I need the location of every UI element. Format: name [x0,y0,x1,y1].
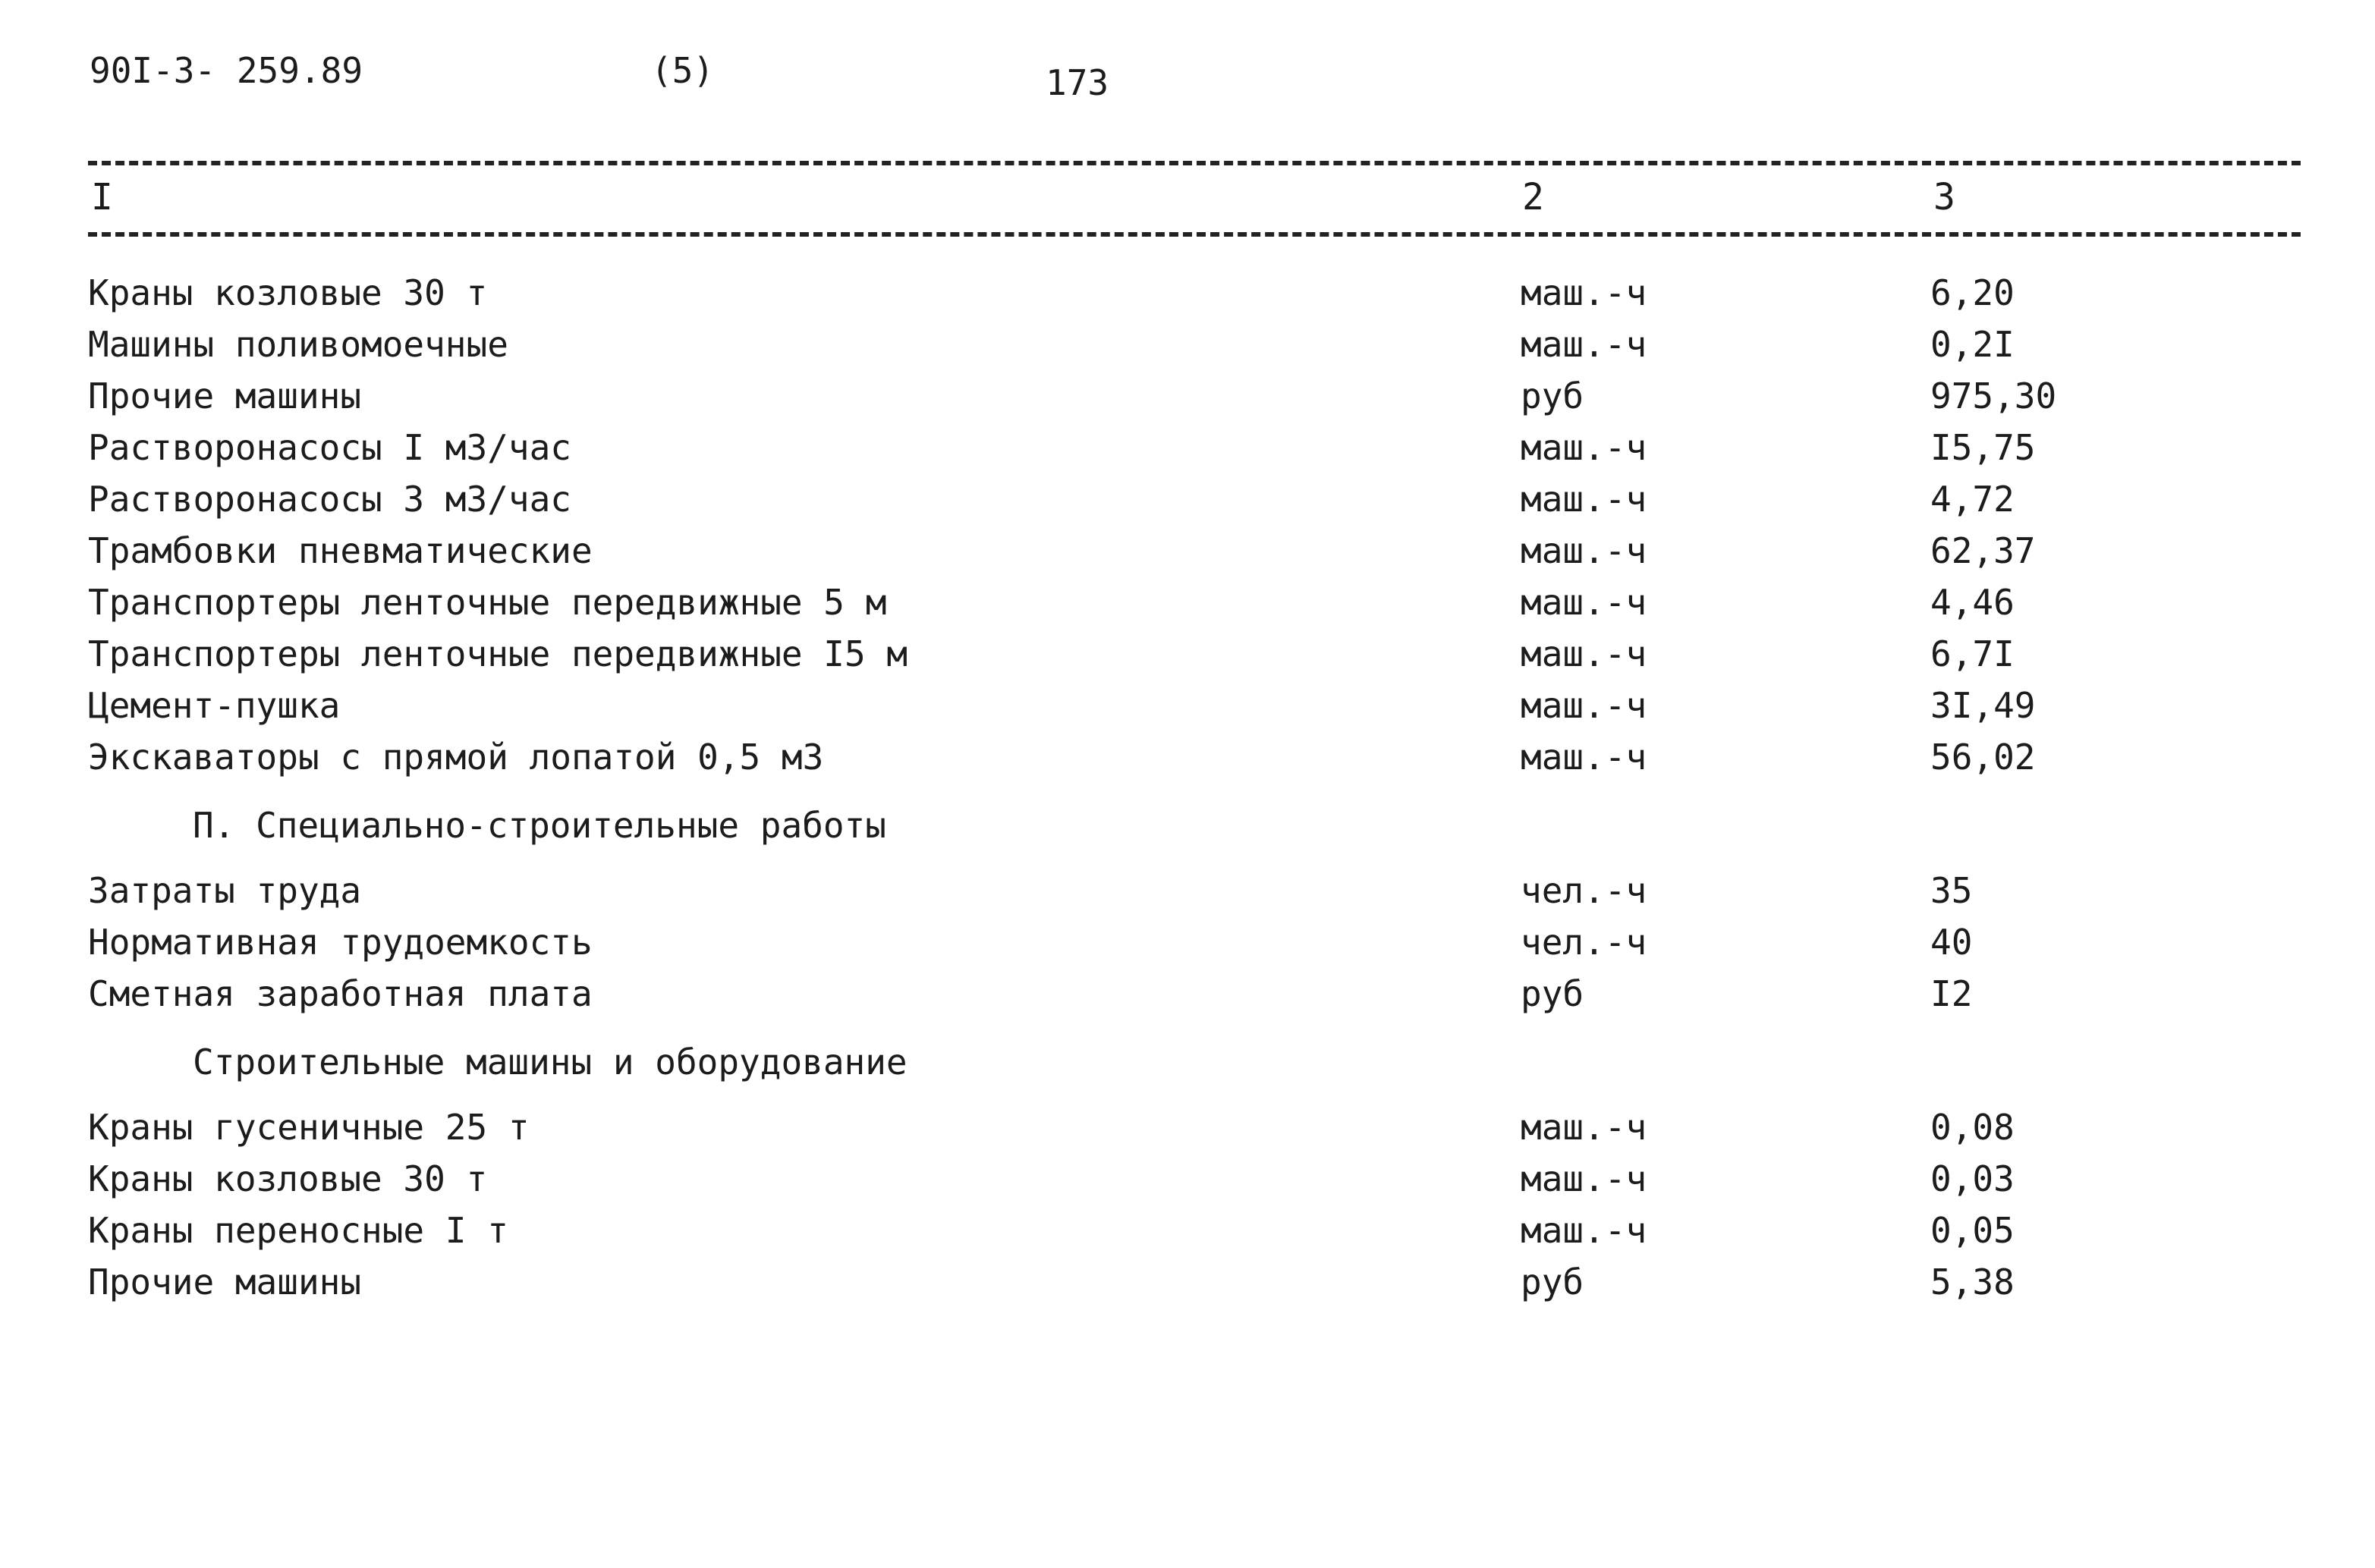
row-unit: маш.-ч [1521,1210,1647,1251]
table-row [0,1205,2375,1256]
document-header [0,50,2375,111]
subsection-title [0,1020,2375,1101]
row-unit: маш.-ч [1521,530,1647,571]
row-value: 0,03 [1930,1158,2015,1199]
table-row [0,370,2375,422]
row-name: Прочие машины [88,1262,362,1302]
row-unit: чел.-ч [1521,922,1647,963]
row-name: Краны козловые 30 т [88,272,488,313]
row-name: Растворонасосы 3 м3/час [88,479,571,520]
row-name: Прочие машины [88,376,362,416]
page-number: 173 [1046,62,1109,103]
row-value: 975,30 [1930,376,2057,416]
row-value: 0,08 [1930,1107,2015,1148]
row-unit: руб [1521,973,1584,1014]
row-value: 62,37 [1930,530,2036,571]
row-name: Краны гусеничные 25 т [88,1107,530,1148]
row-name: Машины поливомоечные [88,324,508,365]
row-name: Затраты труда [88,870,362,911]
row-unit: маш.-ч [1521,582,1647,623]
table-header-rule [88,232,2301,237]
table-row [0,1256,2375,1308]
row-name: Транспортеры ленточные передвижные 5 м [88,582,887,623]
row-value: 40 [1930,922,1973,963]
row-unit: маш.-ч [1521,1158,1647,1199]
part-number: (5) [651,50,715,91]
row-value: 4,46 [1930,582,2015,623]
table-row [0,525,2375,577]
row-unit: маш.-ч [1521,324,1647,365]
row-unit: маш.-ч [1521,633,1647,674]
row-value: 6,7I [1930,633,2015,674]
row-name: Краны переносные I т [88,1210,508,1251]
row-value: 0,2I [1930,324,2015,365]
row-unit: руб [1521,1262,1584,1302]
row-value: 0,05 [1930,1210,2015,1251]
section-title-text: П. Специально-строительные работы [193,805,886,846]
table-body [0,267,2375,1308]
row-value: 5,38 [1930,1262,2015,1302]
table-row [0,865,2375,916]
column-header-1: I [91,176,113,218]
table-row [0,1153,2375,1205]
section-title [0,783,2375,865]
row-value: 4,72 [1930,479,2015,520]
table-row [0,628,2375,680]
row-name: Краны козловые 30 т [88,1158,488,1199]
row-unit: маш.-ч [1521,1107,1647,1148]
table-top-rule [88,161,2301,165]
row-name: Трамбовки пневматические [88,530,593,571]
row-unit: чел.-ч [1521,870,1647,911]
row-unit: маш.-ч [1521,427,1647,468]
column-header-3: 3 [1933,176,1955,218]
row-unit: маш.-ч [1521,272,1647,313]
table-column-header [0,171,2375,232]
row-unit: маш.-ч [1521,685,1647,726]
table-row [0,267,2375,319]
row-unit: руб [1521,376,1584,416]
row-name: Экскаваторы с прямой лопатой 0,5 м3 [88,737,824,778]
table-row [0,473,2375,525]
table-row [0,577,2375,628]
row-unit: маш.-ч [1521,479,1647,520]
column-header-2: 2 [1522,176,1544,218]
row-name: Нормативная трудоемкость [88,922,593,963]
row-name: Сметная заработная плата [88,973,593,1014]
row-value: 35 [1930,870,1973,911]
row-value: I2 [1930,973,1973,1014]
row-name: Транспортеры ленточные передвижные I5 м [88,633,908,674]
row-name: Растворонасосы I м3/час [88,427,571,468]
row-unit: маш.-ч [1521,737,1647,778]
table-row [0,968,2375,1020]
table-row [0,1101,2375,1153]
row-value: 6,20 [1930,272,2015,313]
row-name: Цемент-пушка [88,685,341,726]
table-row [0,680,2375,731]
table-row [0,319,2375,370]
subsection-title-text: Строительные машины и оборудование [193,1042,908,1083]
table-row [0,422,2375,473]
row-value: 56,02 [1930,737,2036,778]
table-row [0,916,2375,968]
document-code: 90I-3- 259.89 [90,50,363,91]
row-value: 3I,49 [1930,685,2036,726]
table-row [0,731,2375,783]
row-value: I5,75 [1930,427,2036,468]
